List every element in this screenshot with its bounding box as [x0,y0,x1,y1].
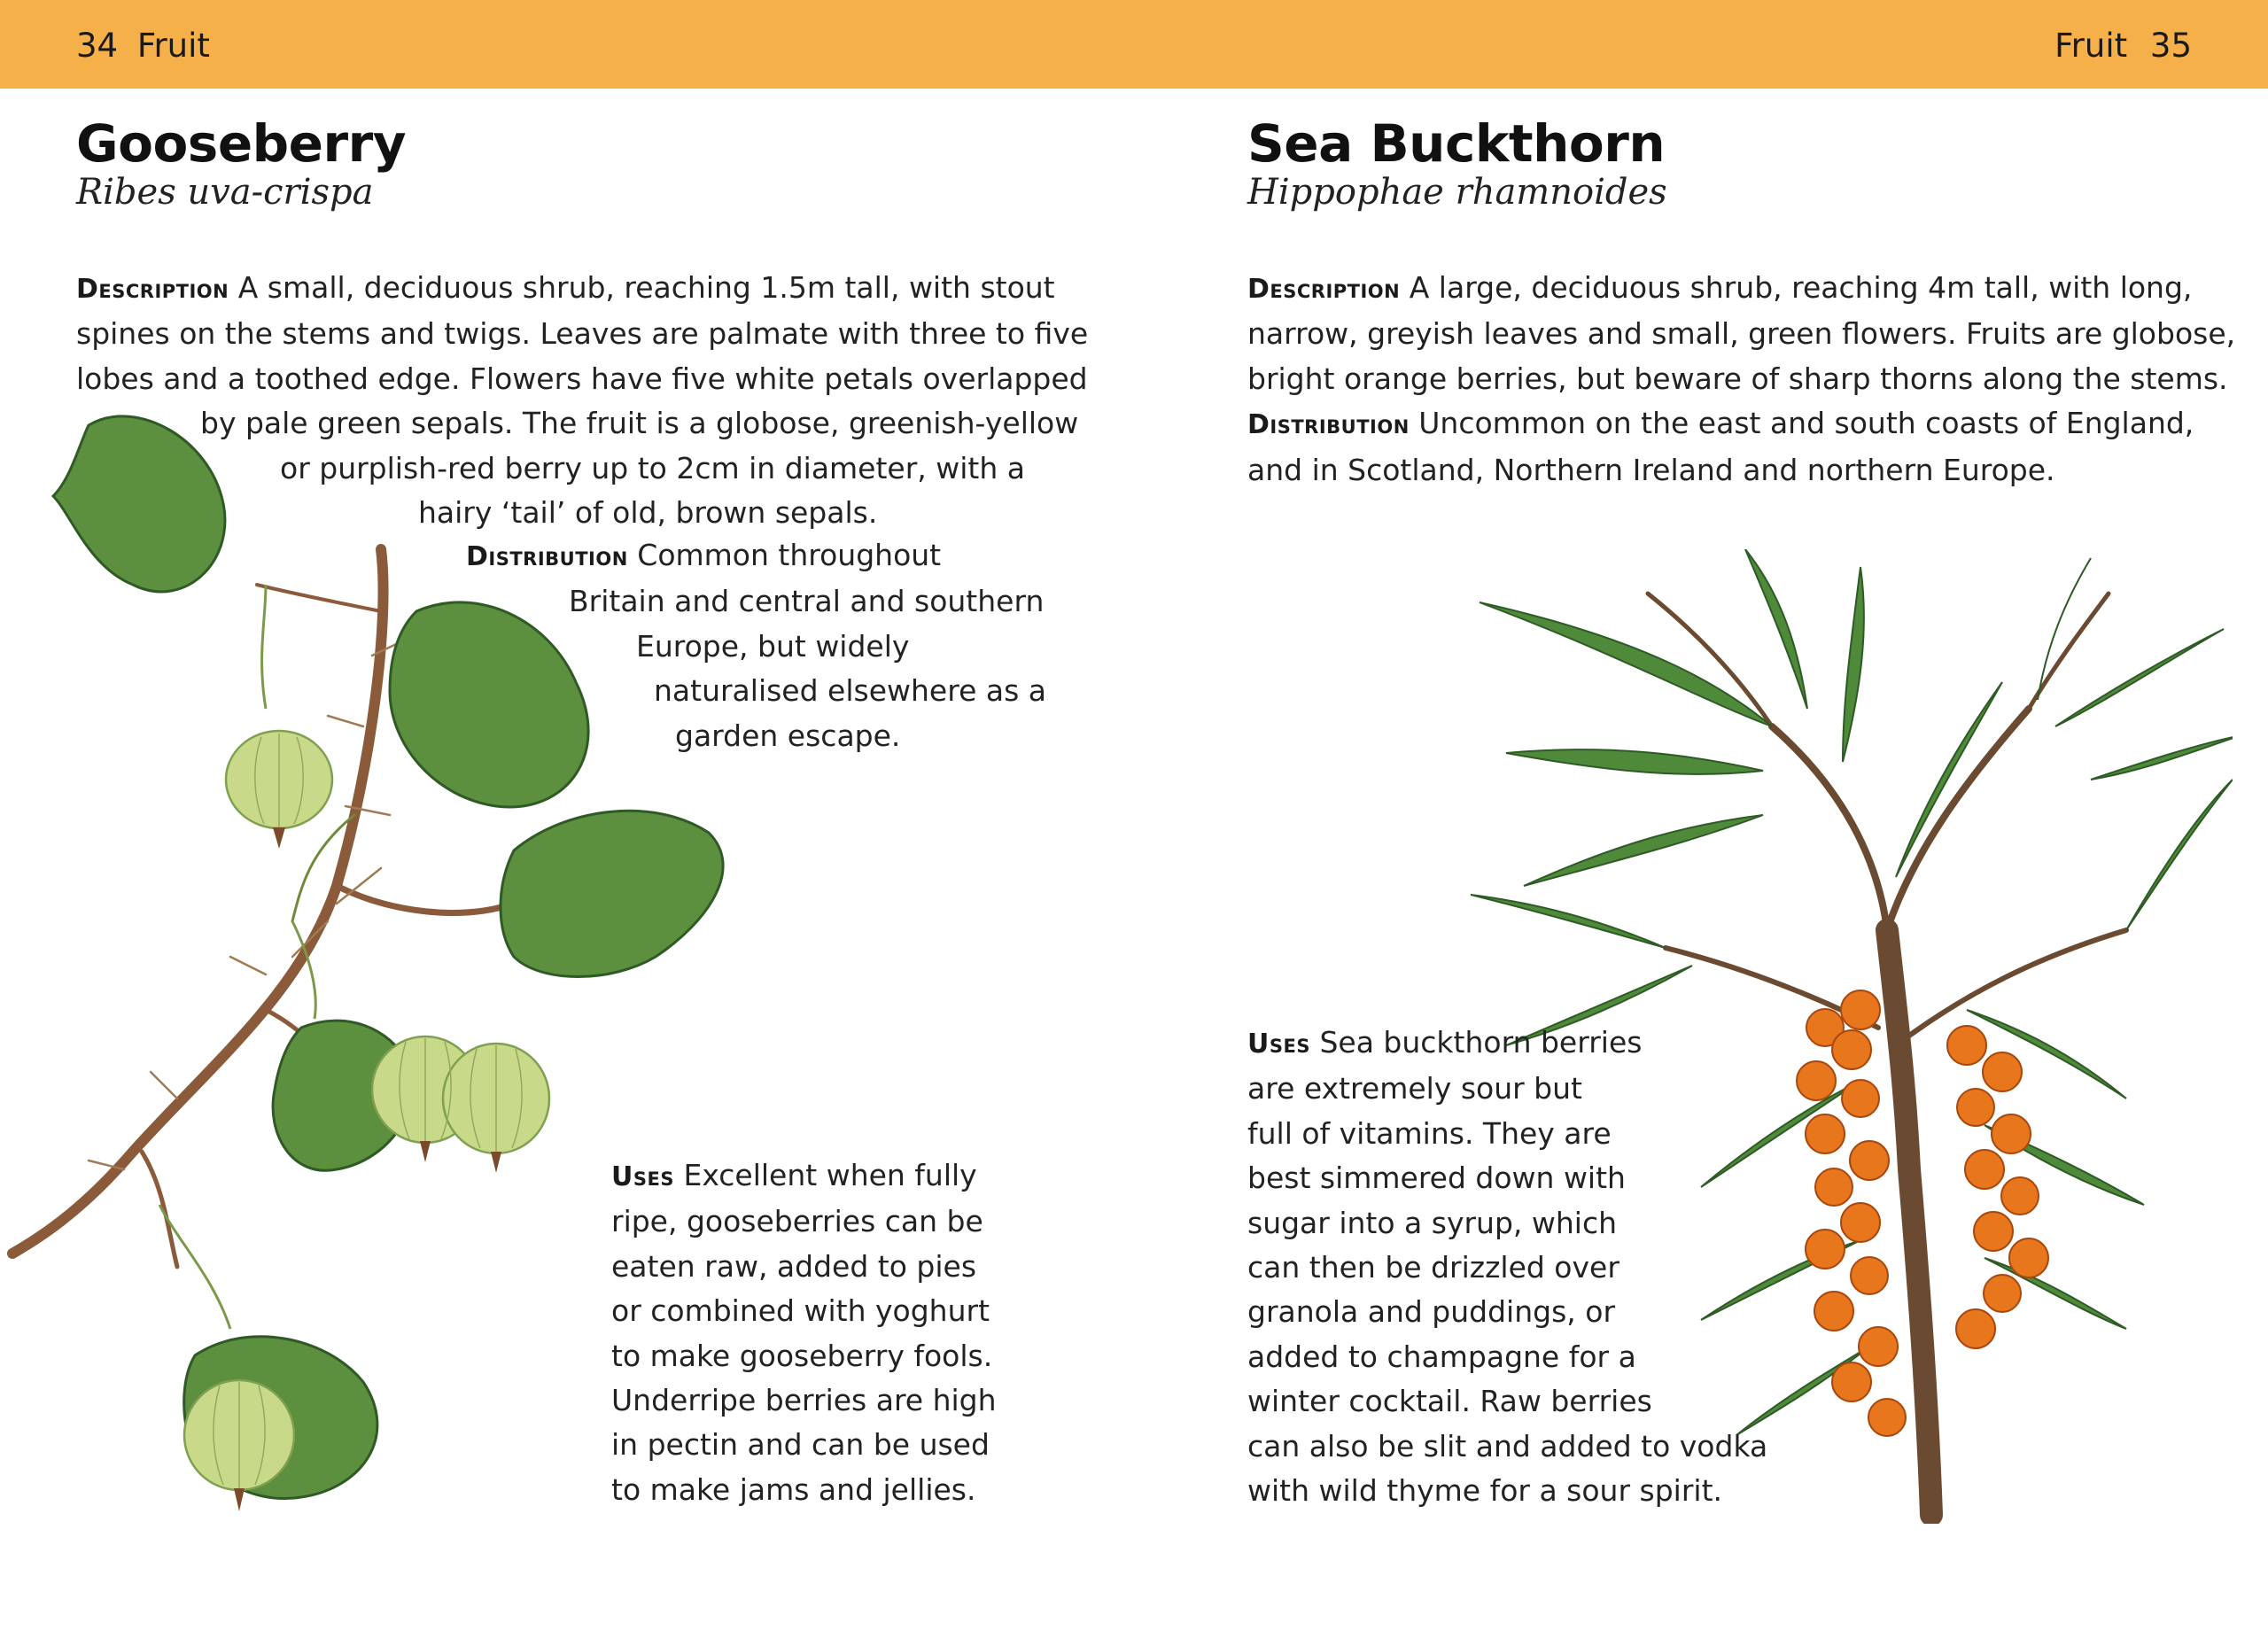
gooseberry-uses-line: ripe, gooseberries can be [611,1204,983,1239]
gooseberry-uses-line: Underripe berries are high [611,1383,997,1418]
sea-buckthorn-title: Sea Buckthorn [1247,113,1666,174]
sea-buckthorn-distribution-label: Distribution [1247,409,1410,441]
gooseberry-description-line: spines on the stems and twigs. Leaves are palmate with three to five [76,316,1089,352]
sea-buckthorn-uses-label: Uses [1247,1029,1310,1060]
gooseberry-distribution-line: Britain and central and southern [569,584,1045,619]
gooseberry-distribution-line: Europe, but widely [636,628,910,664]
gooseberry-uses-line: in pectin and can be used [611,1427,990,1463]
sea-buckthorn-uses-line: sugar into a syrup, which [1247,1205,1618,1240]
sea-buckthorn-uses [1247,1021,1868,1513]
gooseberry-description-line: by pale green sepals. The fruit is a globose, greenish-yellow [200,406,1079,441]
gooseberry-distribution-line: Common throughout [637,538,942,572]
sea-buckthorn-latin-name: Hippophae rhamnoides [1247,172,1667,213]
sea-buckthorn-description-line: A large, deciduous shrub, reaching 4m tall, with long, [1409,270,2193,305]
gooseberry-uses-line: Excellent when fully [683,1158,977,1192]
gooseberry-uses-line: or combined with yoghurt [611,1293,990,1329]
gooseberry-title: Gooseberry [76,113,407,174]
right-page-number: 35 [2149,27,2192,65]
gooseberry-uses [611,1153,1231,1512]
sea-buckthorn-distribution-line: and in Scotland, Northern Ireland and northern Europe. [1247,452,2055,487]
gooseberry-distribution-line: garden escape. [675,718,901,753]
left-folio [76,27,210,65]
sea-buckthorn-distribution-line: Uncommon on the east and south coasts of England, [1418,406,2194,441]
left-page-number: 34 [76,27,119,65]
sea-buckthorn-description-line: bright orange berries, but beware of sharp thorns along the stems. [1247,361,2228,396]
sea-buckthorn-uses-line: are extremely sour but [1247,1071,1582,1106]
sea-buckthorn-uses-line: winter cocktail. Raw berries [1247,1384,1652,1419]
gooseberry-distribution-line: naturalised elsewhere as a [654,673,1046,709]
sea-buckthorn-uses-line: added to champagne for a [1247,1339,1636,1374]
header-band [0,0,2268,89]
gooseberry-distribution-label: Distribution [466,541,628,572]
gooseberry-latin-name: Ribes uva-crispa [76,172,374,213]
right-section-name: Fruit [2054,27,2128,65]
sea-buckthorn-uses-line: can also be slit and added to vodka [1247,1428,1768,1463]
gooseberry-description-line: or purplish-red berry up to 2cm in diameter, with a [280,450,1026,485]
gooseberry-uses-line: eaten raw, added to pies [611,1248,977,1284]
gooseberry-distribution [76,533,1051,758]
sea-buckthorn-uses-line: with wild thyme for a sour spirit. [1247,1473,1722,1509]
sea-buckthorn-uses-line: full of vitamins. They are [1247,1115,1612,1151]
sea-buckthorn-uses-line: granola and puddings, or [1247,1294,1616,1330]
gooseberry-description [76,266,1089,535]
sea-buckthorn-uses-line: Sea buckthorn berries [1319,1025,1643,1060]
left-section-name: Fruit [136,27,210,65]
gooseberry-uses-label: Uses [611,1161,674,1192]
sea-buckthorn-description-label: Description [1247,274,1401,305]
gooseberry-uses-line: to make gooseberry fools. [611,1338,993,1373]
gooseberry-uses-line: to make jams and jellies. [611,1471,976,1507]
gooseberry-description-line: A small, deciduous shrub, reaching 1.5m tall, with stout [237,270,1055,305]
gooseberry-description-line: lobes and a toothed edge. Flowers have five white petals overlapped [76,361,1088,396]
sea-buckthorn-uses-line: best simmered down with [1247,1161,1626,1196]
sea-buckthorn-uses-line: can then be drizzled over [1247,1250,1619,1285]
right-folio [2054,27,2192,65]
sea-buckthorn-description [1247,266,2236,493]
gooseberry-description-label: Description [76,274,229,305]
gooseberry-description-line: hairy ‘tail’ of old, brown sepals. [418,495,878,531]
sea-buckthorn-description-line: narrow, greyish leaves and small, green flowers. Fruits are globose, [1247,316,2236,352]
